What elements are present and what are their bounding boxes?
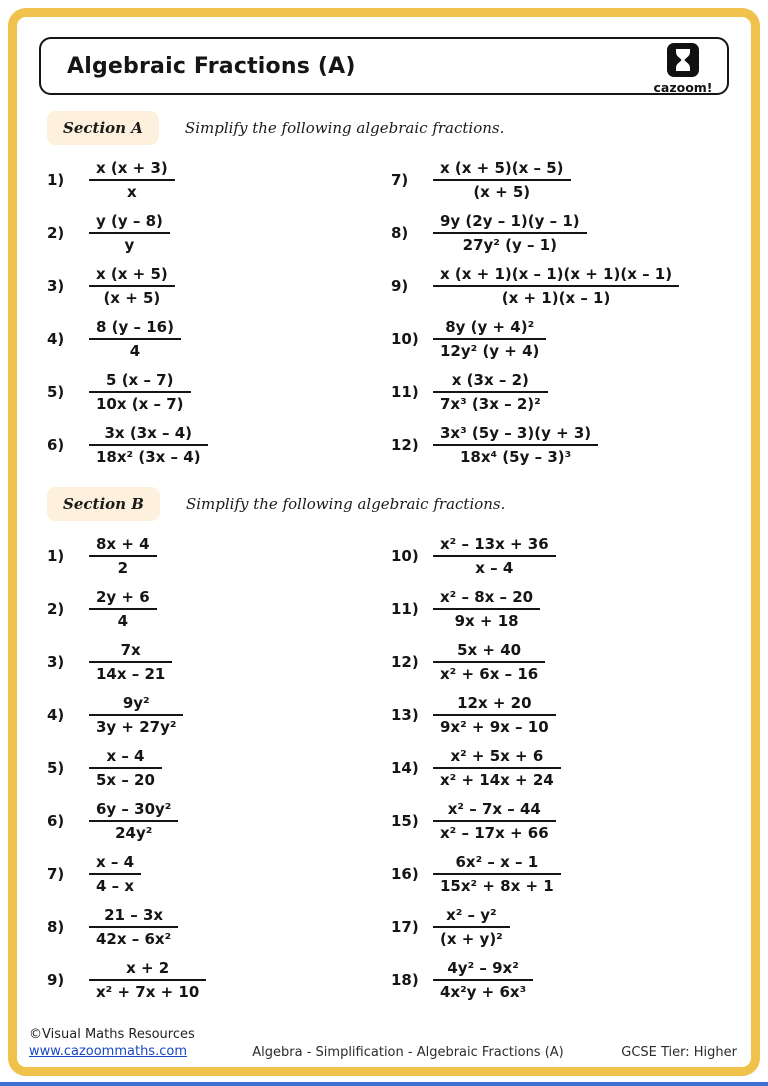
problem-number: 3) — [47, 276, 65, 295]
section-A — [17, 111, 751, 471]
problem — [391, 741, 735, 794]
numerator: 8y (y + 4)² — [433, 318, 546, 340]
problem-number: 8) — [391, 223, 409, 242]
fraction — [433, 212, 587, 254]
problem — [47, 847, 391, 900]
denominator: 4 – x — [96, 876, 135, 895]
numerator: x (x + 5)(x – 5) — [433, 159, 571, 181]
denominator: 18x² (3x – 4) — [96, 447, 201, 466]
denominator: x² + 7x + 10 — [96, 982, 200, 1001]
fraction — [433, 159, 571, 201]
copyright-text: ©Visual Maths Resources — [29, 1026, 195, 1042]
fraction — [433, 371, 548, 413]
problem — [391, 365, 735, 418]
numerator: x – 4 — [89, 853, 141, 875]
problem — [391, 635, 735, 688]
problem-number: 7) — [391, 170, 409, 189]
sections-container — [17, 111, 751, 1006]
denominator: 4 — [129, 341, 141, 360]
problem-number: 11) — [391, 599, 419, 618]
fraction — [433, 906, 510, 948]
denominator: 5x – 20 — [96, 770, 155, 789]
section-instruction: Simplify the following algebraic fractions. — [184, 119, 505, 137]
problem-number: 4) — [47, 329, 65, 348]
fraction — [89, 212, 170, 254]
fraction — [89, 853, 141, 895]
cazoom-logo-text: cazoom! — [653, 80, 713, 95]
fraction — [89, 747, 162, 789]
denominator: 42x – 6x² — [96, 929, 172, 948]
fraction — [433, 424, 598, 466]
numerator: 21 – 3x — [89, 906, 178, 928]
denominator: (x + y)² — [440, 929, 503, 948]
problem-number: 15) — [391, 811, 419, 830]
denominator: x² – 17x + 66 — [440, 823, 549, 842]
denominator: x – 4 — [475, 558, 514, 577]
numerator: 4y² – 9x² — [433, 959, 533, 981]
denominator: (x + 5) — [103, 288, 161, 307]
website-link[interactable]: www.cazoommaths.com — [29, 1044, 187, 1060]
fraction — [89, 318, 181, 360]
problem — [391, 953, 735, 1006]
denominator: 4 — [117, 611, 129, 630]
cazoom-logo — [651, 42, 715, 95]
problem — [391, 582, 735, 635]
denominator: 27y² (y – 1) — [462, 235, 557, 254]
section-instruction: Simplify the following algebraic fractions. — [185, 495, 506, 513]
problem-number: 16) — [391, 864, 419, 883]
problem-number: 5) — [47, 382, 65, 401]
fraction — [433, 853, 561, 895]
fraction — [89, 265, 175, 307]
problem-number: 10) — [391, 329, 419, 348]
fraction — [433, 641, 545, 683]
numerator: y (y – 8) — [89, 212, 170, 234]
numerator: 9y² — [89, 694, 183, 716]
problem-number: 14) — [391, 758, 419, 777]
numerator: x – 4 — [89, 747, 162, 769]
fraction — [433, 535, 556, 577]
denominator: x — [127, 182, 137, 201]
section-label: Section A — [47, 111, 159, 145]
fraction — [89, 588, 157, 630]
numerator: 5x + 40 — [433, 641, 545, 663]
fraction — [433, 588, 540, 630]
numerator: x² – 8x – 20 — [433, 588, 540, 610]
problem-number: 12) — [391, 435, 419, 454]
page-title: Algebraic Fractions (A) — [67, 53, 356, 79]
numerator: 7x — [89, 641, 172, 663]
problem-number: 8) — [47, 917, 65, 936]
problem — [391, 418, 735, 471]
problem-number: 7) — [47, 864, 65, 883]
numerator: 9y (2y – 1)(y – 1) — [433, 212, 587, 234]
problem-number: 2) — [47, 599, 65, 618]
problem — [47, 953, 391, 1006]
fraction — [433, 800, 556, 842]
problem — [391, 153, 735, 206]
problem — [391, 206, 735, 259]
numerator: 3x (3x – 4) — [89, 424, 208, 446]
fraction — [433, 959, 533, 1001]
fraction — [89, 906, 178, 948]
fraction — [433, 694, 556, 736]
problem-number: 6) — [47, 811, 65, 830]
problems-grid — [17, 527, 751, 1006]
denominator: 7x³ (3x – 2)² — [440, 394, 541, 413]
fraction — [89, 800, 178, 842]
footer-left — [29, 1026, 195, 1061]
fraction — [89, 159, 175, 201]
problem-number: 1) — [47, 546, 65, 565]
numerator: x² – 13x + 36 — [433, 535, 556, 557]
fraction — [433, 265, 679, 307]
numerator: 2y + 6 — [89, 588, 157, 610]
problem — [47, 635, 391, 688]
numerator: x (x + 3) — [89, 159, 175, 181]
problem — [47, 529, 391, 582]
numerator: 6x² – x – 1 — [433, 853, 561, 875]
problem-number: 6) — [47, 435, 65, 454]
numerator: x² – y² — [433, 906, 510, 928]
numerator: 5 (x – 7) — [89, 371, 191, 393]
denominator: 3y + 27y² — [96, 717, 177, 736]
problem-number: 4) — [47, 705, 65, 724]
numerator: 6y – 30y² — [89, 800, 178, 822]
fraction — [89, 694, 183, 736]
denominator: 9x² + 9x – 10 — [440, 717, 549, 736]
problem — [391, 259, 735, 312]
problem — [391, 847, 735, 900]
denominator: 4x²y + 6x³ — [440, 982, 527, 1001]
problem — [47, 688, 391, 741]
denominator: y — [124, 235, 135, 254]
problem-number: 13) — [391, 705, 419, 724]
section-head — [47, 111, 751, 145]
footer-center-text: Algebra - Simplification - Algebraic Fractions (A) — [252, 1045, 564, 1060]
numerator: 3x³ (5y – 3)(y + 3) — [433, 424, 598, 446]
problem-number: 11) — [391, 382, 419, 401]
denominator: (x + 1)(x – 1) — [501, 288, 611, 307]
denominator: x² + 6x – 16 — [440, 664, 539, 683]
denominator: (x + 5) — [473, 182, 531, 201]
fraction — [89, 959, 206, 1001]
fraction — [433, 318, 546, 360]
denominator: 18x⁴ (5y – 3)³ — [459, 447, 572, 466]
numerator: x² – 7x – 44 — [433, 800, 556, 822]
problem — [47, 312, 391, 365]
problem — [391, 312, 735, 365]
problem-number: 18) — [391, 970, 419, 989]
problem-number: 1) — [47, 170, 65, 189]
problem — [47, 365, 391, 418]
problem — [47, 582, 391, 635]
fraction — [89, 424, 208, 466]
section-head — [47, 487, 751, 521]
numerator: x (x + 5) — [89, 265, 175, 287]
problem — [47, 206, 391, 259]
problem-number: 9) — [47, 970, 65, 989]
denominator: 14x – 21 — [96, 664, 166, 683]
fraction — [433, 747, 561, 789]
problem-number: 10) — [391, 546, 419, 565]
numerator: x (3x – 2) — [433, 371, 548, 393]
denominator: 24y² — [115, 823, 153, 842]
problem — [391, 529, 735, 582]
problem-number: 12) — [391, 652, 419, 671]
problem — [47, 900, 391, 953]
problem — [391, 794, 735, 847]
problem-number: 9) — [391, 276, 409, 295]
problem — [47, 418, 391, 471]
fraction — [89, 535, 157, 577]
numerator: 8 (y – 16) — [89, 318, 181, 340]
fraction — [89, 371, 191, 413]
fraction — [89, 641, 172, 683]
header-box — [39, 37, 729, 95]
denominator: 15x² + 8x + 1 — [440, 876, 554, 895]
section-label: Section B — [47, 487, 160, 521]
problem-number: 17) — [391, 917, 419, 936]
numerator: x (x + 1)(x – 1)(x + 1)(x – 1) — [433, 265, 679, 287]
problem — [47, 259, 391, 312]
problem — [47, 741, 391, 794]
problems-grid — [17, 151, 751, 471]
numerator: x² + 5x + 6 — [433, 747, 561, 769]
denominator: 9x + 18 — [454, 611, 519, 630]
problem — [47, 794, 391, 847]
problem-number: 2) — [47, 223, 65, 242]
denominator: 10x (x – 7) — [96, 394, 184, 413]
section-B — [17, 487, 751, 1006]
numerator: x + 2 — [89, 959, 206, 981]
gcse-tier-text: GCSE Tier: Higher — [621, 1045, 737, 1060]
denominator: 2 — [117, 558, 128, 577]
bottom-blue-strip — [0, 1082, 768, 1086]
problem — [391, 688, 735, 741]
problem — [47, 153, 391, 206]
problem — [391, 900, 735, 953]
footer — [29, 1026, 737, 1061]
denominator: x² + 14x + 24 — [440, 770, 554, 789]
problem-number: 3) — [47, 652, 65, 671]
numerator: 12x + 20 — [433, 694, 556, 716]
numerator: 8x + 4 — [89, 535, 157, 557]
denominator: 12y² (y + 4) — [440, 341, 540, 360]
problem-number: 5) — [47, 758, 65, 777]
page-border-frame — [8, 8, 760, 1076]
